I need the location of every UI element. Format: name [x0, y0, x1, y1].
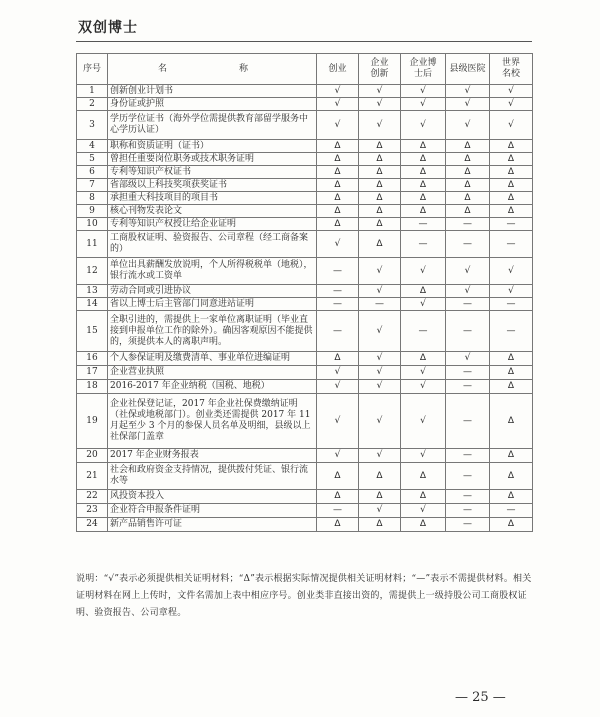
row-name: 劳动合同或引进协议	[108, 285, 317, 298]
row-mark: Δ	[359, 463, 401, 490]
row-mark: Δ	[317, 518, 359, 532]
row-name: 专利等知识产权证书	[108, 166, 317, 179]
row-mark: —	[446, 449, 490, 463]
row-mark: √	[359, 380, 401, 394]
row-mark: √	[490, 285, 533, 298]
row-mark: √	[317, 98, 359, 111]
row-mark: —	[446, 380, 490, 394]
row-name: 2017 年企业财务报表	[108, 449, 317, 463]
row-mark: √	[446, 285, 490, 298]
row-number: 23	[77, 504, 108, 518]
header-col-postdoc: 企业博 士后	[401, 54, 446, 85]
row-number: 22	[77, 490, 108, 504]
row-number: 18	[77, 380, 108, 394]
page-number: — 25 —	[455, 690, 506, 705]
row-mark: Δ	[359, 218, 401, 231]
row-number: 11	[77, 231, 108, 258]
row-name: 社会和政府资金支持情况，提供拨付凭证、银行流水等	[108, 463, 317, 490]
row-mark: √	[359, 258, 401, 285]
row-name: 全职引进的，需提供上一家单位离职证明（毕业直接到申报单位工作的除外）。确因客观原因不能提供的，须提供本人的离职声明。	[108, 311, 317, 352]
row-mark: √	[401, 380, 446, 394]
row-name: 专利等知识产权授让给企业证明	[108, 218, 317, 231]
header-col-startup: 创业	[317, 54, 359, 85]
row-mark: Δ	[490, 518, 533, 532]
row-number: 10	[77, 218, 108, 231]
row-mark: √	[359, 111, 401, 140]
row-mark: Δ	[490, 449, 533, 463]
table-row	[77, 258, 533, 285]
row-mark: √	[490, 85, 533, 98]
row-mark: Δ	[490, 179, 533, 192]
row-mark: √	[317, 85, 359, 98]
row-mark: —	[490, 311, 533, 352]
row-number: 9	[77, 205, 108, 218]
table-row	[77, 366, 533, 380]
row-mark: √	[490, 258, 533, 285]
row-mark: √	[401, 298, 446, 311]
row-mark: Δ	[401, 192, 446, 205]
table-row	[77, 490, 533, 504]
row-mark: —	[401, 231, 446, 258]
table-row	[77, 85, 533, 98]
row-mark: Δ	[490, 166, 533, 179]
row-mark: Δ	[446, 153, 490, 166]
row-name: 曾担任重要岗位职务或技术职务证明	[108, 153, 317, 166]
row-mark: —	[401, 311, 446, 352]
row-mark: —	[490, 504, 533, 518]
row-mark: Δ	[401, 140, 446, 153]
row-mark: √	[490, 111, 533, 140]
section-title: 双创博士	[78, 20, 138, 36]
table-row	[77, 380, 533, 394]
row-mark: —	[490, 218, 533, 231]
row-mark: √	[401, 258, 446, 285]
row-name: 企业营业执照	[108, 366, 317, 380]
row-mark: Δ	[401, 205, 446, 218]
row-mark: Δ	[359, 518, 401, 532]
row-mark: —	[359, 298, 401, 311]
table-row	[77, 140, 533, 153]
row-mark: Δ	[359, 490, 401, 504]
row-mark: √	[359, 352, 401, 366]
row-mark: √	[446, 352, 490, 366]
title-divider	[76, 41, 532, 42]
row-mark: Δ	[446, 166, 490, 179]
row-mark: √	[359, 449, 401, 463]
table-row	[77, 166, 533, 179]
table-row	[77, 504, 533, 518]
row-number: 1	[77, 85, 108, 98]
row-mark: —	[446, 298, 490, 311]
row-mark: —	[317, 258, 359, 285]
row-name: 承担重大科技项目的项目书	[108, 192, 317, 205]
header-name: 名 称	[108, 54, 317, 85]
header-col-university: 世界 名校	[490, 54, 533, 85]
row-mark: —	[401, 218, 446, 231]
row-mark: Δ	[446, 179, 490, 192]
row-mark: √	[317, 380, 359, 394]
row-mark: √	[359, 504, 401, 518]
table-row	[77, 285, 533, 298]
row-mark: Δ	[401, 463, 446, 490]
row-mark: √	[401, 85, 446, 98]
row-mark: —	[490, 298, 533, 311]
row-name: 2016-2017 年企业纳税（国税、地税）	[108, 380, 317, 394]
row-mark: Δ	[490, 153, 533, 166]
row-mark: —	[446, 231, 490, 258]
row-mark: √	[359, 98, 401, 111]
row-number: 15	[77, 311, 108, 352]
table-header-row	[77, 54, 533, 85]
row-mark: Δ	[490, 140, 533, 153]
row-number: 2	[77, 98, 108, 111]
row-name: 工商股权证明、验资报告、公司章程（经工商备案的）	[108, 231, 317, 258]
row-mark: Δ	[359, 205, 401, 218]
row-mark: √	[317, 366, 359, 380]
row-mark: Δ	[490, 380, 533, 394]
row-mark: Δ	[490, 394, 533, 449]
row-number: 21	[77, 463, 108, 490]
row-name: 省以上博士后主管部门同意进站证明	[108, 298, 317, 311]
row-mark: —	[446, 518, 490, 532]
row-number: 12	[77, 258, 108, 285]
row-mark: Δ	[446, 192, 490, 205]
row-number: 5	[77, 153, 108, 166]
table-row	[77, 111, 533, 140]
row-mark: √	[359, 85, 401, 98]
row-name: 学历学位证书（海外学位需提供教育部留学服务中心学历认证）	[108, 111, 317, 140]
row-mark: Δ	[359, 166, 401, 179]
row-number: 13	[77, 285, 108, 298]
row-mark: Δ	[490, 490, 533, 504]
table-row	[77, 298, 533, 311]
row-name: 风投资本投入	[108, 490, 317, 504]
row-mark: Δ	[490, 192, 533, 205]
row-mark: Δ	[401, 285, 446, 298]
row-mark: √	[401, 98, 446, 111]
row-mark: Δ	[401, 518, 446, 532]
table-row	[77, 463, 533, 490]
table-row	[77, 352, 533, 366]
table-row	[77, 153, 533, 166]
row-mark: Δ	[317, 192, 359, 205]
row-name: 核心刊物发表论文	[108, 205, 317, 218]
row-mark: √	[401, 111, 446, 140]
row-mark: —	[317, 285, 359, 298]
row-mark: Δ	[359, 140, 401, 153]
table-row	[77, 449, 533, 463]
header-num: 序号	[77, 54, 108, 85]
row-number: 14	[77, 298, 108, 311]
row-mark: Δ	[490, 463, 533, 490]
row-mark: Δ	[359, 192, 401, 205]
row-mark: √	[359, 366, 401, 380]
row-mark: Δ	[317, 352, 359, 366]
row-number: 19	[77, 394, 108, 449]
table-row	[77, 518, 533, 532]
row-mark: √	[317, 449, 359, 463]
row-mark: √	[359, 311, 401, 352]
row-name: 个人参保证明及缴费清单、事业单位进编证明	[108, 352, 317, 366]
header-col-hospital: 县级医院	[446, 54, 490, 85]
table-row	[77, 218, 533, 231]
row-number: 20	[77, 449, 108, 463]
row-mark: Δ	[317, 140, 359, 153]
table-row	[77, 98, 533, 111]
row-mark: Δ	[317, 490, 359, 504]
row-mark: Δ	[401, 166, 446, 179]
row-name: 创新创业计划书	[108, 85, 317, 98]
row-mark: —	[446, 366, 490, 380]
row-mark: √	[317, 394, 359, 449]
row-mark: —	[446, 394, 490, 449]
row-mark: √	[446, 98, 490, 111]
row-mark: √	[401, 394, 446, 449]
row-mark: Δ	[317, 179, 359, 192]
row-number: 17	[77, 366, 108, 380]
row-mark: √	[446, 85, 490, 98]
row-mark: Δ	[490, 352, 533, 366]
table-row	[77, 394, 533, 449]
row-mark: Δ	[401, 352, 446, 366]
row-mark: —	[490, 231, 533, 258]
row-name: 职称和资质证明（证书）	[108, 140, 317, 153]
row-mark: —	[446, 311, 490, 352]
requirements-table	[76, 53, 533, 532]
row-mark: √	[401, 504, 446, 518]
row-mark: —	[446, 504, 490, 518]
row-mark: √	[359, 285, 401, 298]
row-mark: √	[359, 394, 401, 449]
row-number: 24	[77, 518, 108, 532]
row-name: 单位出具薪酬发放说明，个人所得税税单（地税），银行流水或工资单	[108, 258, 317, 285]
row-mark: Δ	[317, 205, 359, 218]
table-row	[77, 179, 533, 192]
row-mark: √	[446, 111, 490, 140]
row-mark: Δ	[401, 179, 446, 192]
row-mark: Δ	[359, 153, 401, 166]
row-mark: Δ	[359, 231, 401, 258]
row-mark: Δ	[317, 463, 359, 490]
row-mark: Δ	[317, 166, 359, 179]
row-mark: Δ	[359, 179, 401, 192]
row-mark: Δ	[490, 205, 533, 218]
row-mark: √	[401, 366, 446, 380]
row-mark: —	[317, 311, 359, 352]
row-mark: Δ	[446, 140, 490, 153]
row-mark: Δ	[401, 490, 446, 504]
table-row	[77, 205, 533, 218]
row-mark: √	[490, 98, 533, 111]
row-mark: —	[446, 490, 490, 504]
row-number: 16	[77, 352, 108, 366]
row-mark: √	[317, 111, 359, 140]
row-number: 4	[77, 140, 108, 153]
row-number: 7	[77, 179, 108, 192]
row-mark: Δ	[490, 366, 533, 380]
row-mark: √	[401, 449, 446, 463]
row-mark: Δ	[401, 153, 446, 166]
row-name: 身份证或护照	[108, 98, 317, 111]
row-mark: Δ	[317, 218, 359, 231]
row-name: 新产品销售许可证	[108, 518, 317, 532]
header-col-innovation: 企业 创新	[359, 54, 401, 85]
row-mark: —	[317, 504, 359, 518]
row-mark: —	[446, 463, 490, 490]
row-number: 3	[77, 111, 108, 140]
row-name: 企业符合申报条件证明	[108, 504, 317, 518]
row-mark: √	[317, 231, 359, 258]
row-mark: Δ	[317, 153, 359, 166]
row-mark: √	[446, 258, 490, 285]
table-row	[77, 311, 533, 352]
row-name: 省部级以上科技奖项获奖证书	[108, 179, 317, 192]
row-number: 6	[77, 166, 108, 179]
row-mark: Δ	[446, 205, 490, 218]
table-row	[77, 231, 533, 258]
table-row	[77, 192, 533, 205]
footnote: 说明：“√”表示必须提供相关证明材料；“Δ”表示根据实际情况提供相关证明材料；“—”表示不需提供材料。相关证明材料在网上上传时，文件名需加上表中相应序号。创业类非直接出资的，需提供上一级持股公司工商股权证明、验资报告、公司章程。	[76, 574, 532, 618]
row-name: 企业社保登记证，2017 年企业社保费缴纳证明（社保或地税部门）。创业类还需提供 2017 年 11 月起至少 3 个月的参保人员名单及明细，县级以上社保部门盖章	[108, 394, 317, 449]
row-number: 8	[77, 192, 108, 205]
row-mark: —	[317, 298, 359, 311]
row-mark: —	[446, 218, 490, 231]
